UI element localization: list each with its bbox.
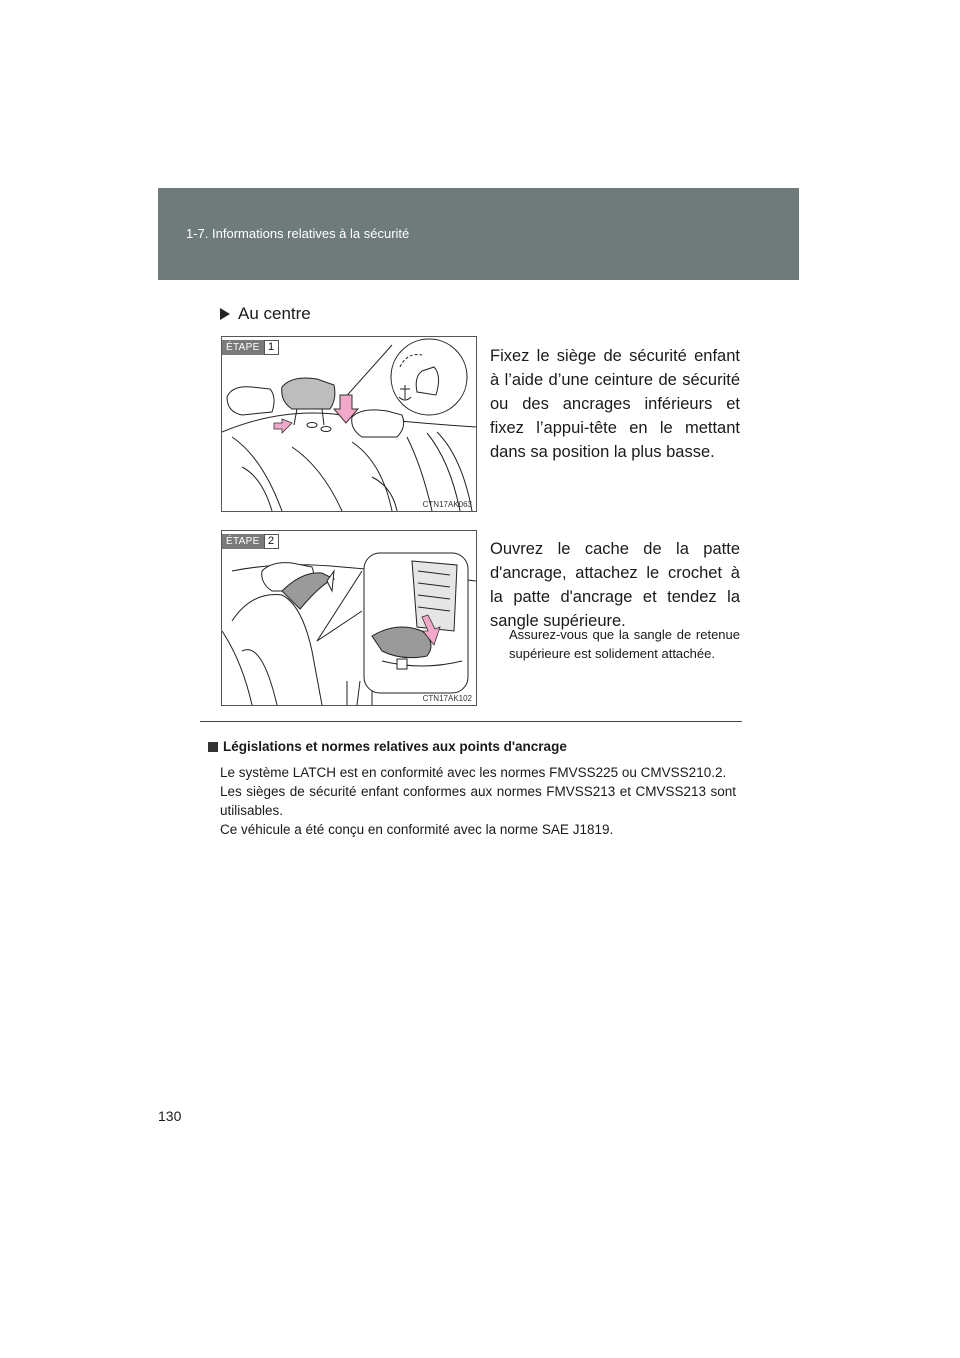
step-1-illustration [221,336,477,512]
figure-code: CTN17AK063 [422,500,472,509]
tether-strap-drawing [222,531,476,705]
step-2-note: Assurez-vous que la sangle de retenue supérieure est solidement attachée. [509,627,740,661]
step-word: ÉTAPE [222,534,264,549]
note-body [220,763,736,839]
chapter-title: 1-7. Informations relatives à la sécurité [186,226,410,241]
step-2-badge [222,534,279,549]
section-divider [200,721,742,722]
step-2-text: Ouvrez le cache de la patte d'ancrage, attachez le crochet à la patte d'ancrage et tendez la sangle supérieure. [490,540,740,630]
step-word: ÉTAPE [222,340,264,355]
section-label [220,304,311,324]
step-number: 2 [264,534,279,549]
rear-seat-headrest-drawing [222,337,476,511]
section-label-text: Au centre [238,304,311,323]
note-title-text: Législations et normes relatives aux points d'ancrage [223,739,567,754]
chapter-header [158,188,799,280]
step-number: 1 [264,340,279,355]
step-1-text: Fixez le siège de sécurité enfant à l’aide d’une ceinture de sécurité ou des ancrages inférieurs et fixez l’appui-tête en le mettant dans sa position la plus basse. [490,347,740,461]
note-title [208,739,567,754]
page-number: 130 [158,1108,182,1124]
note-line: Les sièges de sécurité enfant conformes aux normes FMVSS213 et CMVSS213 sont utilisables. [220,784,736,818]
step-1-badge [222,340,279,355]
triangle-bullet-icon [220,308,230,320]
figure-code: CTN17AK102 [422,694,472,703]
note-line: Le système LATCH est en conformité avec les normes FMVSS225 ou CMVSS210.2. [220,765,727,780]
step-2-illustration [221,530,477,706]
square-bullet-icon [208,742,218,752]
note-line: Ce véhicule a été conçu en conformité avec la norme SAE J1819. [220,822,614,837]
